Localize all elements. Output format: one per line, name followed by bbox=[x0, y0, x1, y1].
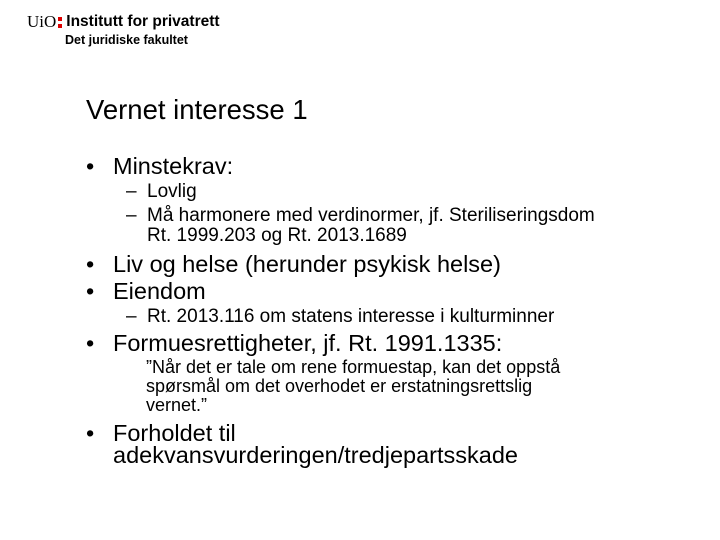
bullet-icon: • bbox=[86, 278, 95, 304]
bullet-text: Liv og helse (herunder psykisk helse) bbox=[113, 251, 501, 277]
uio-colon-icon bbox=[58, 17, 62, 28]
bullet-icon: • bbox=[86, 251, 95, 277]
sub-bullet-text-cont: Rt. 1999.203 og Rt. 2013.1689 bbox=[147, 225, 407, 246]
bullet-icon: • bbox=[86, 153, 95, 179]
sub-bullet-text: Må harmonere med verdinormer, jf. Steriliseringsdom bbox=[147, 205, 595, 226]
uio-wordmark: UiO bbox=[27, 12, 57, 31]
sub-bullet-text: Lovlig bbox=[147, 181, 197, 202]
faculty-name: Det juridiske fakultet bbox=[65, 33, 188, 47]
bullet-text: Forholdet til bbox=[113, 420, 236, 446]
bullet-icon: • bbox=[86, 330, 95, 356]
institute-name: Institutt for privatrett bbox=[66, 13, 220, 30]
bullet-icon: • bbox=[86, 420, 95, 446]
quote-line-3: vernet.” bbox=[146, 395, 208, 415]
bullet-text: Eiendom bbox=[113, 278, 206, 304]
dash-icon: – bbox=[126, 181, 137, 202]
quote-line-1: ”Når det er tale om rene formuestap, kan det oppstå bbox=[146, 357, 561, 377]
dash-icon: – bbox=[126, 205, 137, 226]
bullet-text: Minstekrav: bbox=[113, 153, 234, 179]
slide-title: Vernet interesse 1 bbox=[86, 94, 308, 125]
quote-line-2: spørsmål om det overhodet er erstatningsrettslig bbox=[146, 376, 533, 396]
dash-icon: – bbox=[126, 306, 137, 327]
bullet-text: Formuesrettigheter, jf. Rt. 1991.1335: bbox=[113, 330, 503, 356]
institution-logo bbox=[27, 12, 220, 48]
bullet-text-cont: adekvansvurderingen/tredjepartsskade bbox=[113, 442, 518, 468]
sub-bullet-text: Rt. 2013.116 om statens interesse i kulturminner bbox=[147, 306, 555, 327]
